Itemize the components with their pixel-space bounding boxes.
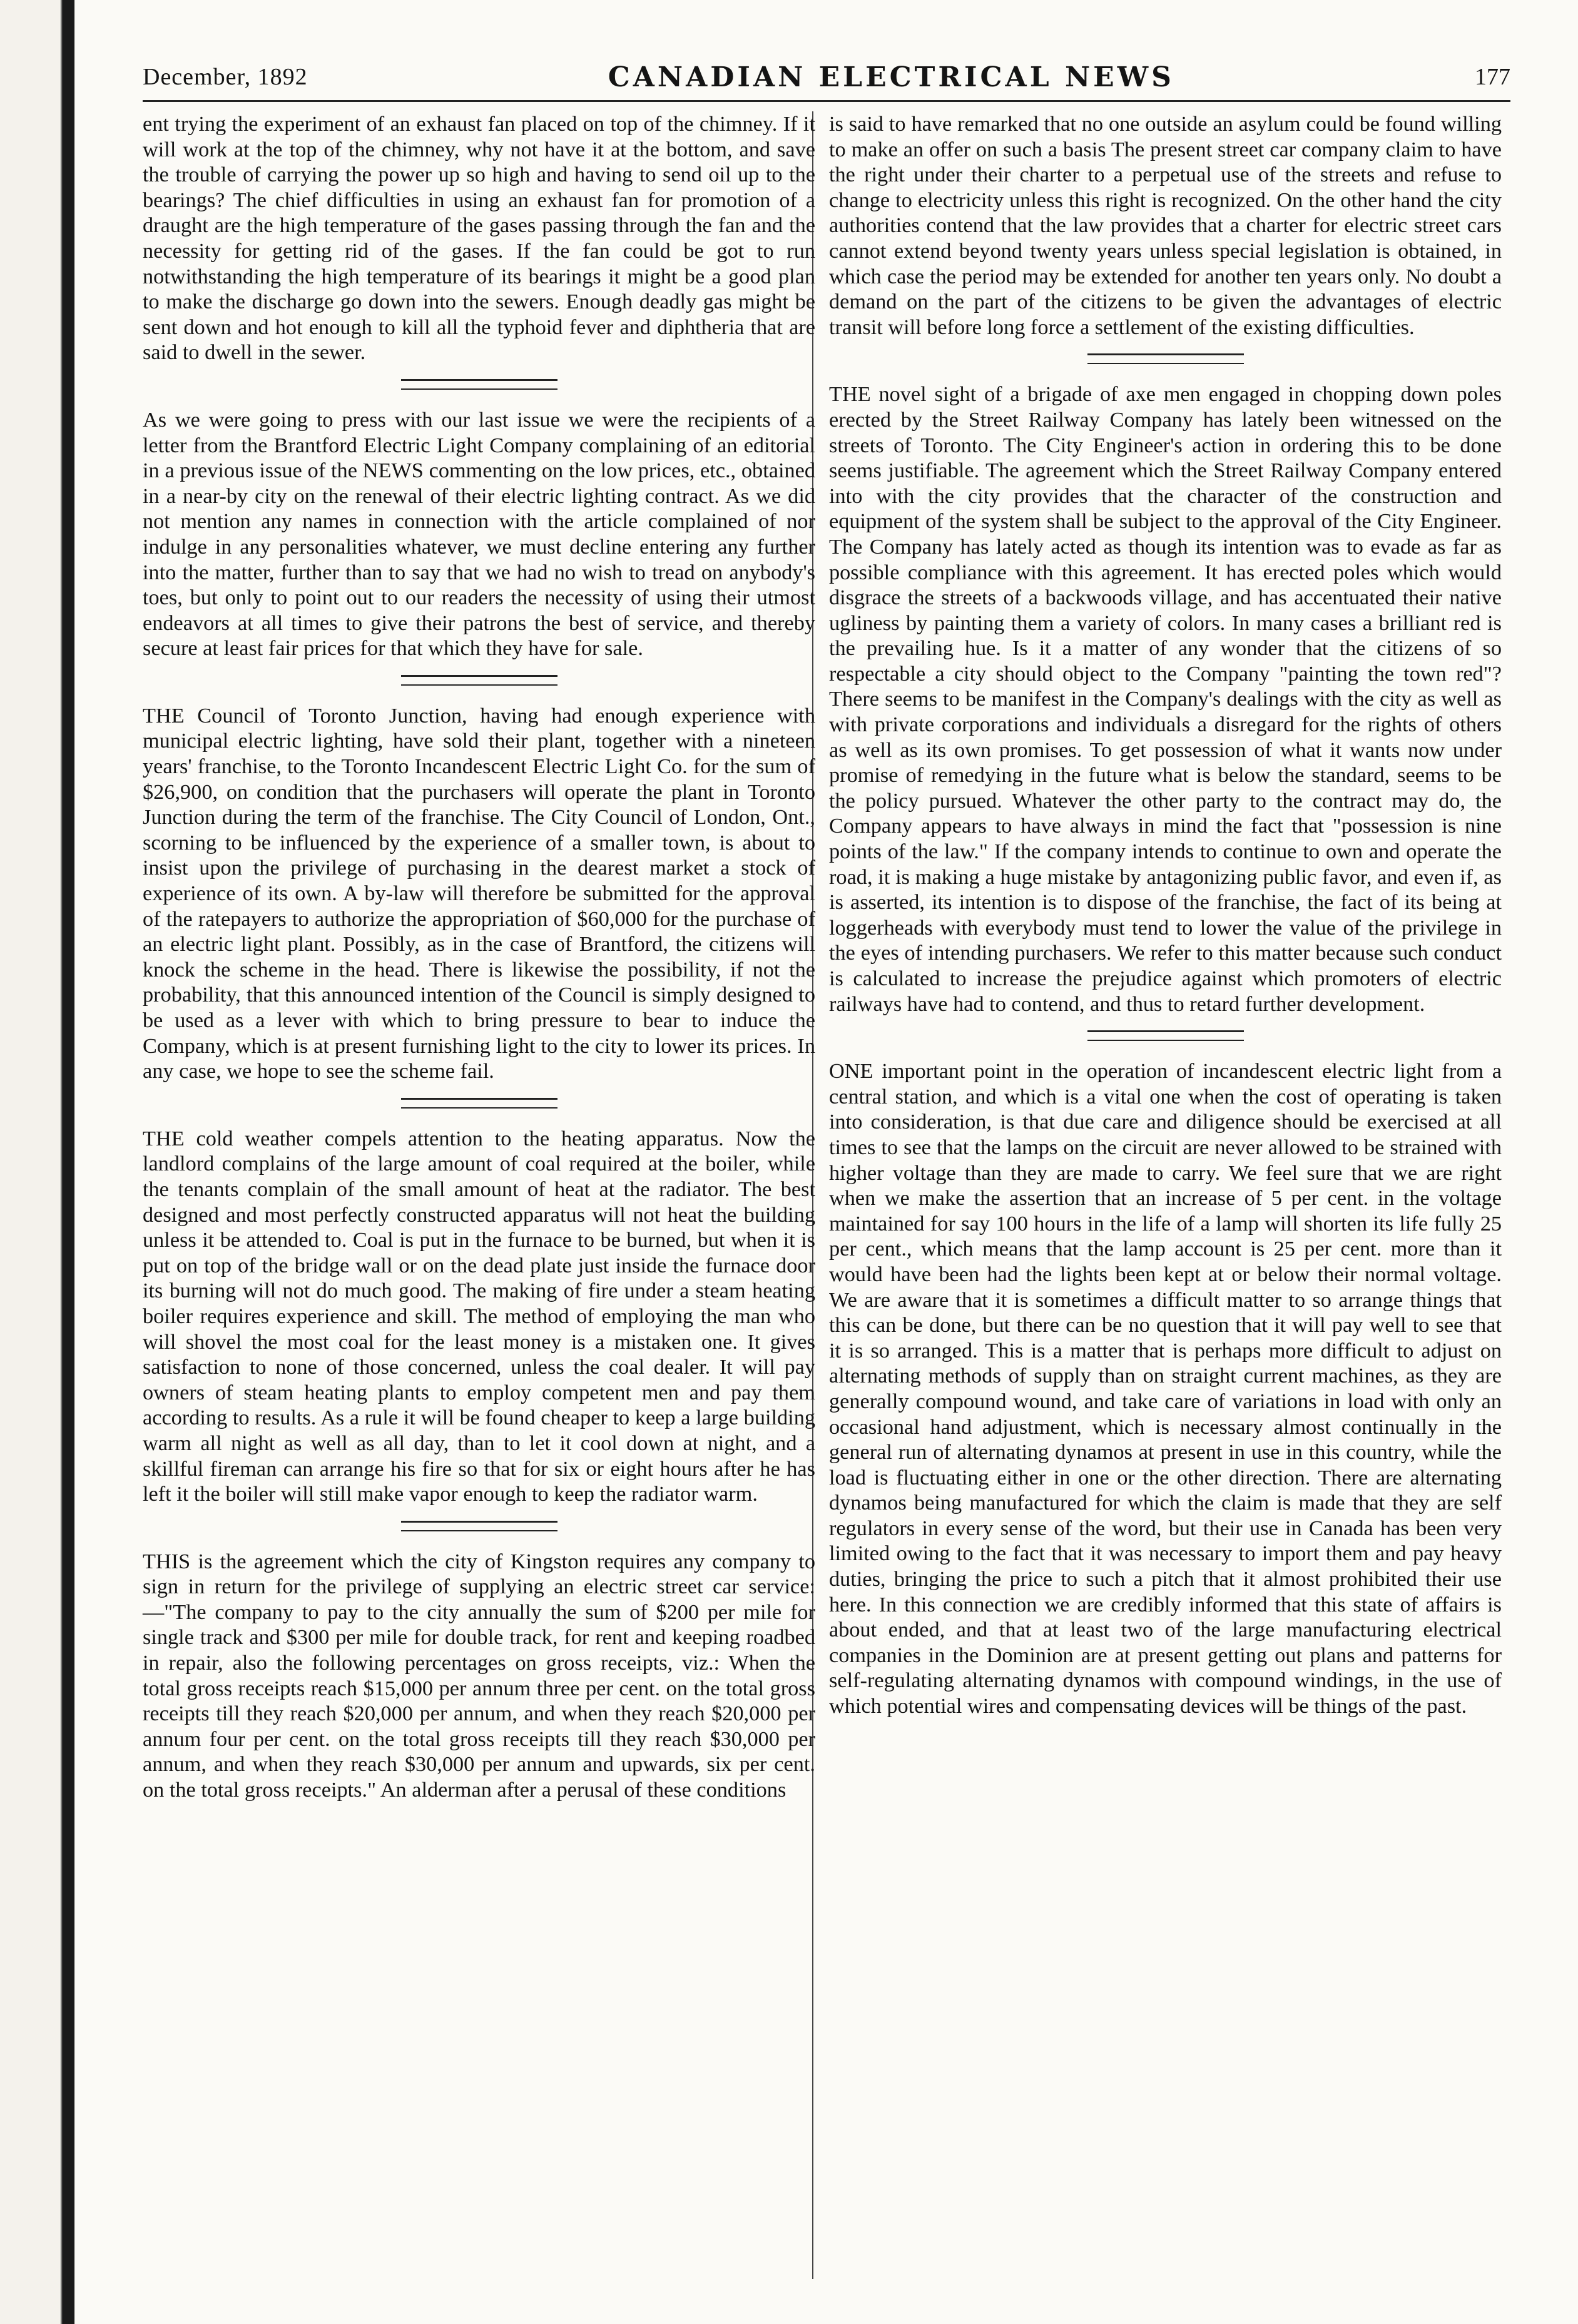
publication-title: CANADIAN ELECTRICAL NEWS (608, 61, 1174, 93)
paragraph-text: is said to have remarked that no one outside an asylum could be found willing to make an offer on such a basis The present street car company claim to have the right under their charter to a perpetual use of the streets and refuse to change to electricity unless this right is recognized. On the other hand the city authorities contend that the law provides that a charter for electric street cars cannot extend beyond twenty years unless special legislation is obtained, in which case the period may be extended for another ten years only. No doubt a demand on the part of the citizens to be given the advantages of electric transit will before long force a settlement of the existing difficulties. (829, 112, 1502, 339)
section-separator (401, 675, 557, 686)
paragraph-text: As we were going to press with our last issue we were the recipients of a letter from the Brantford Electric Light Company complaining of an editorial in a previous issue of the NEWS commenting on the low prices, etc., obtained in a near-by city on the renewal of their electric lighting contract. As we did not mention any names in connection with the article complained of nor indulge in any personalities whatever, we must decline entering any further into the matter, further than to say that we had no wish to tread on anybody's toes, but only to point out to our readers the necessity of using their utmost endeavors at all times to give their patrons the best of service, and thereby secure at least fair prices for that which they have for sale. (143, 407, 815, 661)
article-paragraph (143, 1126, 815, 1507)
article-paragraph (829, 382, 1502, 1017)
issue-date: December, 1892 (143, 64, 308, 90)
article-paragraph (829, 111, 1502, 340)
paragraph-text: is the agreement which the city of Kingston requires any company to sign in return for the privilege of supplying an electric street car service:—"The company to pay to the city annually the sum of $200 per mile for single track and $300 per mile for double track, for rent and keeping roadbed in repair, also the following percentages on gross receipts, viz.: When the total gross receipts reach $15,000 per annum three per cent. on the total gross receipts till they reach $20,000 per annum, and when they reach $20,000 per annum four per cent. on the total gross receipts till they reach $30,000 per annum, and when they reach $30,000 per annum and upwards, six per cent. on the total gross receipts." An alderman after a perusal of these conditions (143, 1549, 815, 1802)
paragraph-text: Council of Toronto Junction, having had enough experience with municipal electric lighting, have sold their plant, together with a nineteen years' franchise, to the Toronto Incandescent Electric Light Co. for the sum of $26,900, on condition that the purchasers will operate the plant in Toronto Junction during the term of the franchise. The City Council of London, Ont., scorning to be influenced by the experience of a smaller town, is about to insist upon the privilege of purchasing in the dearest market a stock of experience of its own. A by-law will therefore be submitted for the approval of the ratepayers to authorize the appropriation of $60,000 for the purchase of an electric light plant. Possibly, as in the case of Brantford, the citizens will knock the scheme in the head. There is likewise the possibility, if not the probability, that this announced intention of the Council is simply designed to be used as a lever with which to bring pressure to bear to induce the Company, which is at present furnishing light to the city to lower its prices. In any case, we hope to see the scheme fail. (143, 703, 815, 1083)
paragraph-text: important point in the operation of incandescent electric light from a central station, and which is a vital one when the cost of operating is taken into consideration, is that due care and diligence should be exercised at all times to see that the lamps on the circuit are never allowed to be strained with higher voltage than they are made to carry. We feel sure that we are right when we make the assertion that an increase of 5 per cent. in the voltage maintained for say 100 hours in the life of a lamp will shorten its life fully 25 per cent., which means that the lamp account is 25 per cent. more than it would have been had the lights been kept at or below their normal voltage. We are aware that it is sometimes a difficult matter to so arrange things that this can be done, but there can be no question that it will pay well to see that it is so arranged. This is a matter that is perhaps more difficult to adjust on alternating methods of supply than on straight current machines, as they are generally compound wound, and take care of variations in load with only an occasional hand adjustment, which is necessary almost continually in the general run of alternating dynamos at present in use in this country, while the load is fluctuating either in one or the other direction. There are alternating dynamos being manufactured for which the claim is made that they are self regulators in every sense of the word, but their use in Canada has been very limited owing to the fact that it was necessary to import them and pay heavy duties, bringing the price to such a pitch that it almost prohibited their use here. In this connection we are credibly informed that this state of affairs is about ended, and that at least two of the large manufacturing electrical companies in the Dominion are at present getting out plans and patterns for self-regulating alternating dynamos with compound windings, in the use of which potential wires and compensating devices will be things of the past. (829, 1059, 1502, 1718)
section-separator (1087, 1030, 1244, 1041)
article-paragraph (143, 407, 815, 661)
section-separator (401, 1098, 557, 1109)
section-separator (401, 379, 557, 390)
section-separator (1087, 353, 1244, 364)
lead-word: ONE (829, 1059, 873, 1083)
article-paragraph (829, 1058, 1502, 1718)
lead-word: THE (829, 382, 871, 407)
paragraph-text: novel sight of a brigade of axe men engaged in chopping down poles erected by the Street Railway Company has lately been witnessed on the streets of Toronto. The City Engineer's action in ordering this to be done seems justifiable. The agreement which the Street Railway Company entered into with the city provides that the character of the construction and equipment of the system shall be subject to the approval of the City Engineer. The Company has lately acted as though its intention was to evade as far as possible compliance with this agreement. It has erected poles which would disgrace the streets of a backwoods village, and has accentuated their native ugliness by painting them a variety of colors. In many cases a brilliant red is the prevailing hue. Is it a matter of any wonder that the citizens of so respectable a city should object to the Company "painting the town red"? There seems to be manifest in the Company's dealings with the city as well as with private corporations and individuals a disregard for the rights of others as well as its own promises. To get possession of what it wants now under promise of remedying in the future what is below the standard, seems to be the policy pursued. Whatever the other party to the contract may do, the Company appears to have always in mind the fact that "possession is nine points of the law." If the company intends to continue to own and operate the road, it is making a huge mistake by antagonizing public favor, and even if, as is asserted, its intention is to dispose of the franchise, the fact of its being at loggerheads with everybody must tend to lower the value of the privilege in the eyes of intending purchasers. We refer to this matter because such conduct is calculated to increase the prejudice against which promoters of electric railways have had to contend, and thus to retard further development. (829, 382, 1502, 1016)
header-rule (143, 100, 1510, 102)
paragraph-text: ent trying the experiment of an exhaust fan placed on top of the chimney. If it will work at the top of the chimney, why not have it at the bottom, and save the trouble of carrying the power up so high and having to send oil up to the bearings? The chief difficulties in using an exhaust fan for promotion of a draught are the high temperature of the gases passing through the fan and the necessity for getting rid of the gases. If the fan could be got to run notwithstanding the high temperature of its bearings it might be a good plan to make the discharge go down into the sewers. Enough deadly gas might be sent down and hot enough to kill all the typhoid fever and diphtheria that are said to dwell in the sewer. (143, 112, 815, 365)
page-number: 177 (1474, 64, 1510, 90)
article-paragraph (143, 703, 815, 1084)
article-paragraph (143, 1549, 815, 1803)
binding-edge (0, 0, 75, 2324)
right-column (829, 111, 1502, 1719)
lead-word: THIS (143, 1549, 191, 1573)
paragraph-text: cold weather compels attention to the heating apparatus. Now the landlord complains of the large amount of coal required at the boiler, while the tenants complain of the small amount of heat at the radiator. The best designed and most perfectly constructed apparatus will not heat the building unless it be attended to. Coal is put in the furnace to be burned, but when it is put on top of the bridge wall or on the dead plate just inside the furnace door its burning will not do much good. The making of fire under a steam heating boiler requires experience and skill. The method of employing the man who will shovel the most coal for the least money is a mistaken one. It gives satisfaction to none of those concerned, unless the coal dealer. It will pay owners of steam heating plants to employ competent men and pay them according to results. As a rule it will be found cheaper to keep a large building warm all night as well as all day, than to let it cool down at night, and a skillful fireman can arrange his fire so that for six or eight hours after he has left it the boiler will still make vapor enough to keep the radiator warm. (143, 1126, 815, 1506)
page-header (143, 58, 1510, 96)
section-separator (401, 1521, 557, 1531)
article-paragraph (143, 111, 815, 365)
left-column (143, 111, 815, 1803)
lead-word: THE (143, 1126, 185, 1150)
lead-word: THE (143, 703, 185, 728)
